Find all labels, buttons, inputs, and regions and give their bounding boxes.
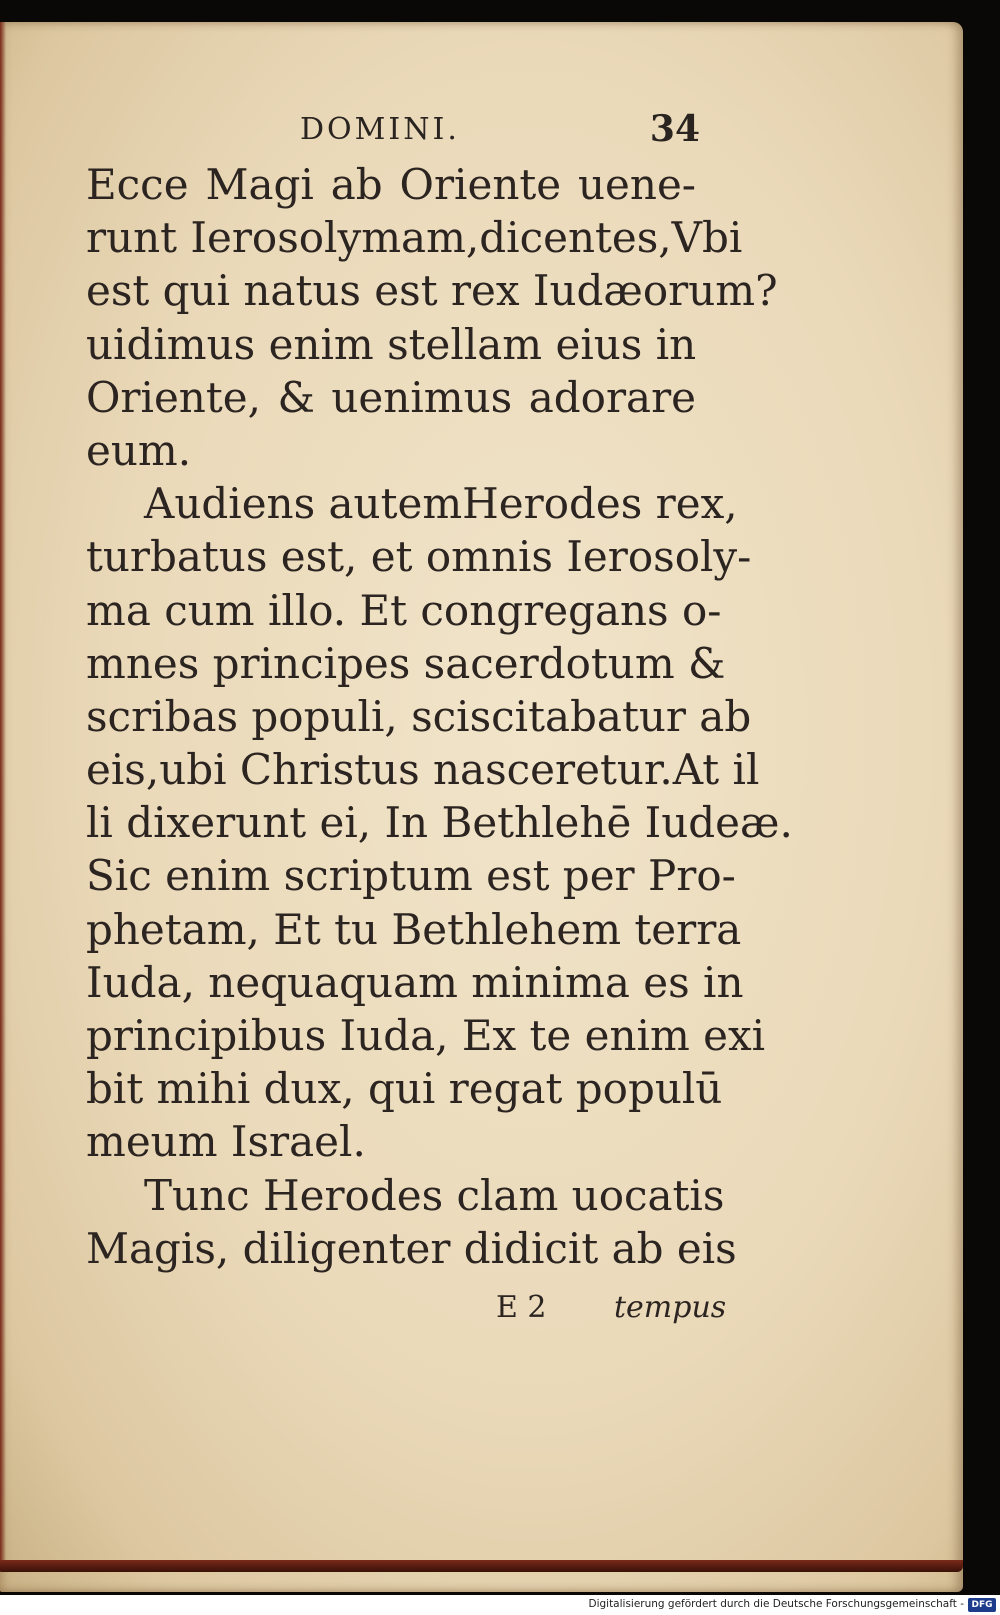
text-line: li dixerunt ei, In Bethlehē Iudeæ. bbox=[86, 798, 793, 848]
text-line: Ecce Magi ab Oriente uene- bbox=[86, 160, 696, 209]
text-line: ma cum illo. Et congregans o- bbox=[86, 585, 722, 635]
page-edge-bottom bbox=[0, 1560, 963, 1572]
text-line: phetam, Et tu Bethlehem terra bbox=[86, 904, 742, 954]
page-edge-left bbox=[0, 22, 6, 1572]
text-line: Sic enim scriptum est per Pro- bbox=[86, 851, 736, 901]
text-line: meum Israel. bbox=[86, 1117, 366, 1167]
funding-credit: Digitalisierung gefördert durch die Deutsche Forschungsgemeinschaft - bbox=[588, 1598, 964, 1610]
text-line: eum. bbox=[86, 425, 192, 475]
text-line: Audiens autemHerodes rex, bbox=[144, 479, 738, 529]
credit-bar bbox=[0, 1595, 1000, 1615]
text-line: Magis, diligenter didicit ab eis bbox=[86, 1223, 737, 1273]
running-head bbox=[300, 108, 700, 152]
catchword: tempus bbox=[614, 1290, 727, 1325]
text-line: mnes principes sacerdotum & bbox=[86, 638, 726, 688]
text-line: bit mihi dux, qui regat populū bbox=[86, 1064, 723, 1114]
signature-mark: E 2 bbox=[496, 1290, 547, 1325]
text-line: Iuda, nequaquam minima es in bbox=[86, 957, 744, 1007]
text-line: scribas populi, sciscitabatur ab bbox=[86, 691, 752, 741]
body-text bbox=[86, 158, 793, 1275]
dfg-logo: DFG bbox=[968, 1598, 996, 1612]
text-line: est qui natus est rex Iudæorum? bbox=[86, 266, 778, 316]
text-line: eis,ubi Christus nasceretur.At il bbox=[86, 745, 760, 795]
text-line: Tunc Herodes clam uocatis bbox=[144, 1170, 725, 1220]
text-line: Oriente, & uenimus adorare bbox=[86, 372, 696, 422]
text-line: runt Ierosolymam,dicentes,Vbi bbox=[86, 213, 743, 263]
page-number: 34 bbox=[649, 108, 700, 150]
running-title: DOMINI. bbox=[300, 112, 460, 147]
text-line: uidimus enim stellam eius in bbox=[86, 319, 697, 369]
text-line: principibus Iuda, Ex te enim exi bbox=[86, 1011, 766, 1060]
text-line: turbatus est, et omnis Ierosoly- bbox=[86, 532, 752, 582]
